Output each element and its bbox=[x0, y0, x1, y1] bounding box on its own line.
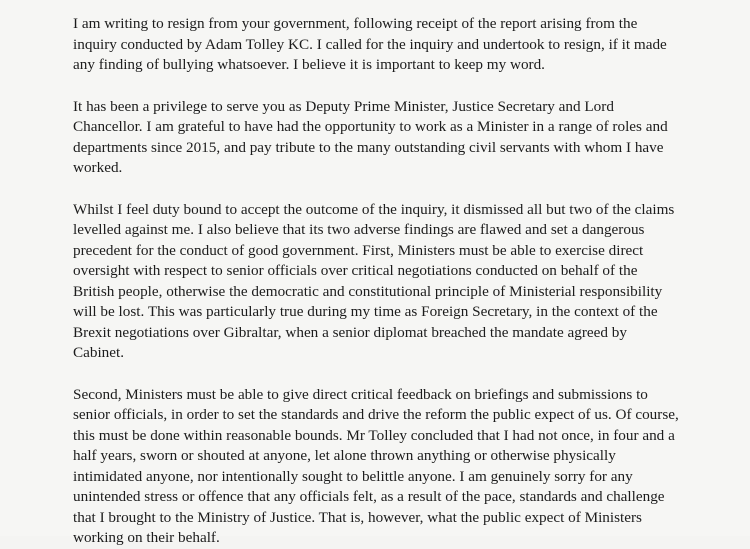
text-line: It has been a privilege to serve you as Deputy Prime Minister, Justice Secretary and Lord bbox=[73, 97, 614, 115]
text-line: departments since 2015, and pay tribute to the many outstanding civil servants with whom I have bbox=[73, 138, 664, 156]
text-line: senior officials, in order to set the standards and drive the reform the public expect of us. Of course, bbox=[73, 406, 679, 423]
paragraph-4 bbox=[73, 385, 710, 549]
text-line: this must be done within reasonable bounds. Mr Tolley concluded that I had not once, in four and a bbox=[73, 426, 675, 444]
paragraph-1 bbox=[73, 14, 710, 76]
text-line: unintended stress or offence that any officials felt, as a result of the pace, standards and challenge bbox=[73, 488, 665, 505]
text-line: Second, Ministers must be able to give direct critical feedback on briefings and submissions to bbox=[73, 385, 648, 403]
text-line: precedent for the conduct of good government. First, Ministers must be able to exercise direct bbox=[73, 241, 644, 259]
text-line: Chancellor. I am grateful to have had the opportunity to work as a Minister in a range of roles and bbox=[73, 118, 668, 135]
paragraph-2 bbox=[73, 97, 710, 179]
text-line: any finding of bullying whatsoever. I believe it is important to keep my word. bbox=[73, 56, 545, 73]
text-line: intimidated anyone, nor intentionally sought to belittle anyone. I am genuinely sorry for any bbox=[73, 467, 633, 485]
text-line: that I brought to the Ministry of Justice. That is, however, what the public expect of Ministers bbox=[73, 508, 642, 526]
text-line: working on their behalf. bbox=[73, 529, 220, 546]
text-line: I am writing to resign from your government, following receipt of the report arising from the bbox=[73, 15, 638, 32]
text-line: half years, sworn or shouted at anyone, let alone thrown anything or otherwise physically bbox=[73, 447, 616, 464]
text-line: British people, otherwise the democratic and constitutional principle of Ministerial responsibility bbox=[73, 282, 663, 300]
text-line: Brexit negotiations over Gibraltar, when a senior diplomat breached the mandate agreed by bbox=[73, 323, 627, 341]
text-line: levelled against me. I also believe that its two adverse findings are flawed and set a dangerous bbox=[73, 221, 645, 238]
text-line: will be lost. This was particularly true during my time as Foreign Secretary, in the context of the bbox=[73, 303, 658, 320]
paragraph-3 bbox=[73, 200, 710, 364]
text-line: oversight with respect to senior officials over critical negotiations conducted on behalf of the bbox=[73, 262, 638, 279]
text-line: inquiry conducted by Adam Tolley KC. I called for the inquiry and undertook to resign, if it made bbox=[73, 35, 667, 53]
text-line: Cabinet. bbox=[73, 344, 125, 361]
text-line: Whilst I feel duty bound to accept the outcome of the inquiry, it dismissed all but two of the claims bbox=[73, 200, 675, 218]
text-line: worked. bbox=[73, 159, 123, 176]
